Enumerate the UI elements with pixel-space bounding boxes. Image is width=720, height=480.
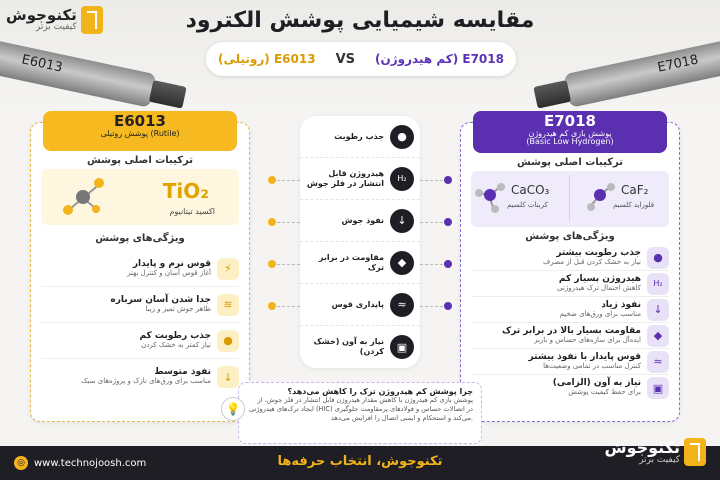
brand-logo-icon [81,6,103,34]
e7018-header [473,111,667,153]
droplet-icon: ● [390,125,414,149]
footer [0,437,720,480]
e7018-feature-list [471,245,669,401]
feature-title: جذب رطوبت کم [139,330,211,341]
feature-title: قوس پایدار با نفوذ بیشتر [528,351,641,362]
formula-caf2-name: فلوراید کلسیم [613,201,655,209]
feature-item [471,323,669,349]
tio2-molecule-icon [61,175,107,221]
feature-desc: مناسب برای ورق‌های ضخیم [559,309,641,318]
feature-desc: ظاهر جوش تمیز و زیبا [145,304,211,313]
brand-logo-icon [684,438,706,466]
arc-icon: ⚡ [217,258,239,280]
connector-dot [268,218,276,226]
criteria-label: هیدروژن قابل انتشار در فلز جوش [306,168,384,188]
oven-icon: ▣ [390,335,414,359]
rod-label-left: E6013 [20,52,64,76]
criteria-item [300,158,420,200]
formula-caf2: CaF₂ [621,183,649,197]
vs-bar [206,42,516,76]
e6013-title: E6013 [114,112,166,130]
feature-item [41,251,239,287]
feature-desc: نیاز به خشک کردن قبل از مصرف [543,257,641,266]
electrode-e6013-image [0,38,157,108]
note-title: چرا پوشش کم هیدروژن ترک را کاهش می‌دهد؟ [287,387,473,396]
globe-icon: ◎ [14,456,28,470]
criteria-label: مقاومت در برابر ترک [318,252,384,272]
e7018-subtitle-en: (Basic Low Hydrogen) [526,137,614,147]
arc-icon: ≈ [647,351,669,373]
feature-item [41,323,239,359]
page-title: مقایسه شیمیایی پوشش الکترود [185,8,535,33]
footer-slogan: تکنوجوش، انتخاب حرفه‌ها [277,454,443,469]
brand-logo-top[interactable] [6,6,103,34]
brand-tagline: کیفیت برتر [639,454,680,465]
feature-item [471,245,669,271]
connector-dot [444,260,452,268]
criteria-item [300,326,420,368]
brand-tagline: کیفیت برتر [35,22,77,32]
feature-desc: آغاز قوس آسان و کنترل بهتر [127,268,211,277]
slag-icon: ≋ [217,294,239,316]
e6013-formula-box [41,169,239,225]
feature-title: نفوذ زیاد [601,299,641,310]
feature-desc: کنترل مناسب در تمامی وضعیت‌ها [543,361,641,370]
info-note [225,382,482,444]
feature-item [41,359,239,395]
criteria-item [300,284,420,326]
criteria-item [300,200,420,242]
connector-dot [268,260,276,268]
brand-name: تکنوجوش [604,437,680,457]
feature-title: جذب رطوبت بیشتر [556,247,641,258]
feature-title: مقاومت بسیار بالا در برابر ترک [501,325,641,336]
droplets-icon: ● [217,330,239,352]
feature-item [41,287,239,323]
criteria-label: نفوذ جوش [341,215,384,225]
e7018-features-title: ویژگی‌های پوشش [525,231,615,242]
electrode-e7018-image [563,38,720,108]
feature-item [471,349,669,375]
feature-desc: نیاز کمتر به خشک کردن [141,340,211,349]
brand-name: تکنوجوش [6,6,77,24]
e7018-title: E7018 [544,112,596,130]
feature-title: هیدروژن بسیار کم [558,273,641,284]
connector-dot [444,218,452,226]
feature-item [471,297,669,323]
feature-desc: برای حفظ کیفیت پوشش [568,388,641,397]
formula-tio2-name: اکسید تیتانیوم [169,207,215,216]
e6013-panel [30,112,250,422]
e7018-subtitle: پوشش بازی کم هیدروژن [528,128,612,138]
formula-caco3-name: کربنات کلسیم [507,201,548,209]
e6013-header [43,111,237,151]
connector-dot [444,302,452,310]
comparison-criteria [300,116,420,368]
feature-item [471,375,669,401]
hydrogen-icon: H₂ [647,273,669,295]
brand-logo-footer[interactable] [604,438,706,466]
e7018-composition-title: ترکیبات اصلی پوشش [516,157,623,168]
e6013-subtitle: پوشش روتیلی (Rutile) [100,128,180,138]
feature-title: جدا شدن آسان سرباره [110,294,211,305]
connector-dot [268,302,276,310]
feature-item [471,271,669,297]
criteria-label: جذب رطوبت [334,131,384,141]
feature-title: قوس نرم و پایدار [132,258,211,269]
header [0,0,720,112]
e7018-formula-box [471,171,669,227]
formula-tio2: TiO₂ [162,179,209,203]
vs-e6013: (روتیلی) E6013 [218,52,316,66]
connector-dot [444,176,452,184]
cloud-h2-icon: H₂ [390,167,414,191]
arc-icon: ≈ [390,293,414,317]
shield-icon: ◆ [390,251,414,275]
e7018-panel [460,112,680,422]
e6013-feature-list [41,251,239,395]
lightbulb-icon: 💡 [221,397,245,421]
e6013-features-title: ویژگی‌های پوشش [95,233,185,244]
caf2-molecule-icon [585,177,615,217]
penetration-icon: ↓ [217,366,239,388]
shield-icon: ◆ [647,325,669,347]
oven-icon: ▣ [647,377,669,399]
feature-title: نیاز به آون (الزامی) [552,378,641,389]
criteria-item [300,116,420,158]
criteria-label: نیاز به آون (خشک کردن) [313,337,384,356]
vs-label: VS [335,51,355,67]
vs-e7018: (کم هیدروژن) E7018 [375,52,504,66]
penetration-icon: ↓ [647,299,669,321]
criteria-label: پایداری قوس [331,299,384,309]
feature-title: نفوذ متوسط [154,367,211,378]
feature-desc: ایده‌آل برای سازه‌های حساس و باربر [534,335,641,344]
e6013-composition-title: ترکیبات اصلی پوشش [86,155,193,166]
connector-dot [268,176,276,184]
note-body: پوشش بازی کم هیدروژن با کاهش مقدار هیدروژن قابل انتشار در فلز جوش، از ایجاد ترک‌های هیدروژنی (HIC) در اتصالات حساس و فولادهای پرمقاومت جلوگیری می‌کند و استحکام و ایمنی اتصال را افزایش می‌دهد. [248,396,473,422]
formula-caco3: CaCO₃ [511,183,550,197]
penetration-icon: ↓ [390,209,414,233]
feature-desc: کاهش احتمال ترک هیدروژنی [557,283,641,292]
criteria-item [300,242,420,284]
moisture-icon: ● [647,247,669,269]
caco3-molecule-icon [475,177,505,217]
website-url: www.technojoosh.com [34,457,147,469]
rod-label-right: E7018 [656,52,700,76]
feature-desc: مناسب برای ورق‌های نازک و پروژه‌های سبک [81,377,211,386]
